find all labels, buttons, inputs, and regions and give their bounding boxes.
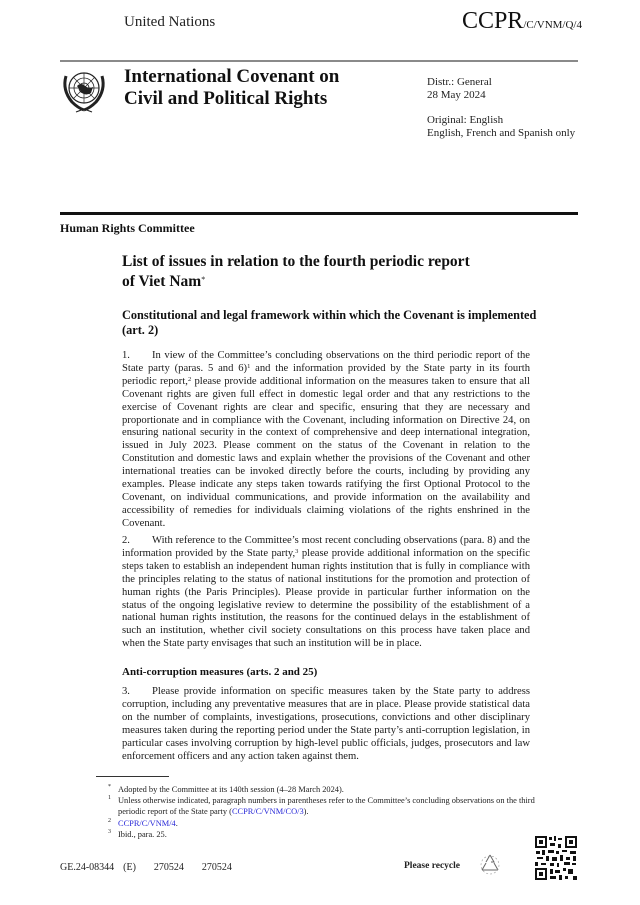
symbol-main: CCPR: [461, 8, 524, 34]
footnote-text: Unless otherwise indicated, paragraph numbers in parentheses refer to the Committee’s concluding observations on the third periodic report of the State party (: [118, 796, 535, 817]
footnote-text: .: [175, 818, 178, 828]
paragraph-2: [122, 535, 530, 651]
issue-date: 28 May 2024: [427, 89, 486, 101]
paragraph-text: please provide additional information on the measures taken to ensure that all Covenant rights are given full effect in domestic legal order and that any restrictions to the exercise of Covenant rights are clear and specific, ensuring that they are necessary and proportionate and in compliance with the Covenant, including information on Directive 24, on ensuring national security in the context of comprehensive and deep international integration, issued in July 2023. Please comment on the status of the Covenant in relation to the Constitution and domestic laws and explain whether the provisions of the Covenant and other international treaties can be invoked directly before the courts, including by providing any examples. Please indicate any steps taken towards ratifying the first Optional Protocol to the Covenant, on individual communications, and provide information on the availability and accessibility of remedies for individuals claiming violations of the rights enshrined in the Covenant.: [122, 375, 530, 529]
un-emblem-icon: [60, 66, 108, 118]
distribution: Distr.: General: [427, 76, 492, 88]
paragraph-text: please provide additional information on the specific steps taken to establish an independent human rights institution that is fully in compliance with the principles relating to the status of national institutions for the promotion and protection of human rights (the Paris Principles). Please provide in particular further information on the status of the ongoing legislative review to determine the possibility of the establishment of a national human rights institution, the reasons for the continued delays in the establishment of such an institution, whether civil society consultations on this process have taken place and when the State party envisages that such an institution will be in place.: [122, 547, 530, 650]
link-ccpr-c-vnm-4[interactable]: CCPR/C/VNM/4: [118, 818, 176, 828]
footnote-text: Adopted by the Committee at its 140th session (4–28 March 2024).: [118, 785, 344, 794]
paragraph-text: and the information provided by the State party in its fourth periodic report,: [122, 362, 530, 387]
footnote-ref-1[interactable]: 1: [247, 362, 251, 370]
paragraph-text: Please provide information on specific measures taken by the State party to address corruption, including any preventative measures that are in place. Please provide statistical data on the number of complaints, investigations, prosecutions, convictions and other disciplinary measures taken during the reporting period under the State party’s anti-corruption legislation, in particular cases involving corruption by high-level public officials, judges, prosecutors and law enforcement officers and any action taken against them.: [122, 686, 530, 762]
paragraph-1: [122, 350, 530, 531]
footnote-star: [108, 784, 538, 795]
document-title-line2: of Viet Nam: [122, 273, 202, 290]
footnote-1: [108, 795, 538, 817]
treaty-title-line2: Civil and Political Rights: [124, 88, 328, 109]
qr-code-icon[interactable]: [534, 835, 578, 881]
title-rule: [60, 212, 578, 215]
paragraph-number: 1.: [122, 350, 130, 361]
recycle-icon: [478, 852, 502, 876]
document-meta: [427, 76, 575, 140]
footnote-ref-3[interactable]: 3: [295, 547, 299, 555]
recycle-label: Please recycle: [404, 861, 460, 871]
paragraph-number: 3.: [122, 686, 130, 697]
link-ccpr-c-vnm-co-3[interactable]: CCPR/C/VNM/CO/3: [231, 807, 304, 817]
footnote-ref-star[interactable]: *: [201, 275, 206, 284]
footnote-ref-2[interactable]: 2: [187, 375, 192, 383]
footnote-text: Ibid., para. 25.: [118, 829, 167, 839]
document-title: [122, 253, 542, 291]
header-rule: [60, 60, 578, 62]
footnote-mark: *: [108, 784, 111, 790]
document-title-line1: List of issues in relation to the fourth periodic report: [122, 253, 470, 270]
paragraph-3: [122, 686, 530, 763]
paragraph-text: In view of the Committee’s concluding observations on the third periodic report of the State party (paras. 5 and 6): [122, 350, 530, 374]
footnote-text: ).: [303, 807, 309, 817]
footnote-2: [108, 818, 538, 829]
footnote-mark: 2: [108, 817, 111, 824]
treaty-title: [124, 66, 339, 110]
footnotes: [108, 784, 538, 840]
paragraph-text: With reference to the Committee’s most recent concluding observations (para. 8) and the information provided by the State party,: [122, 535, 530, 559]
original-language: Original: English: [427, 114, 504, 126]
section-heading: Constitutional and legal framework within which the Covenant is implemented (art. 2): [122, 308, 537, 337]
organization-name: United Nations: [124, 14, 216, 30]
languages: English, French and Spanish only: [427, 127, 576, 139]
treaty-title-line1: International Covenant on: [124, 66, 340, 87]
footnote-mark: 1: [108, 795, 111, 802]
committee-name: Human Rights Committee: [60, 221, 195, 235]
footnote-mark: 3: [108, 828, 111, 835]
symbol-suffix: /C/VNM/Q/4: [523, 19, 582, 31]
paragraph-number: 2.: [122, 535, 130, 546]
subheading-anticorruption: Anti-corruption measures (arts. 2 and 25): [122, 666, 318, 678]
footnote-separator: [96, 776, 169, 777]
job-number: GE.24-08344 (E) 270524 270524: [60, 862, 232, 873]
document-symbol: [462, 8, 582, 35]
footnote-3: [108, 829, 538, 840]
